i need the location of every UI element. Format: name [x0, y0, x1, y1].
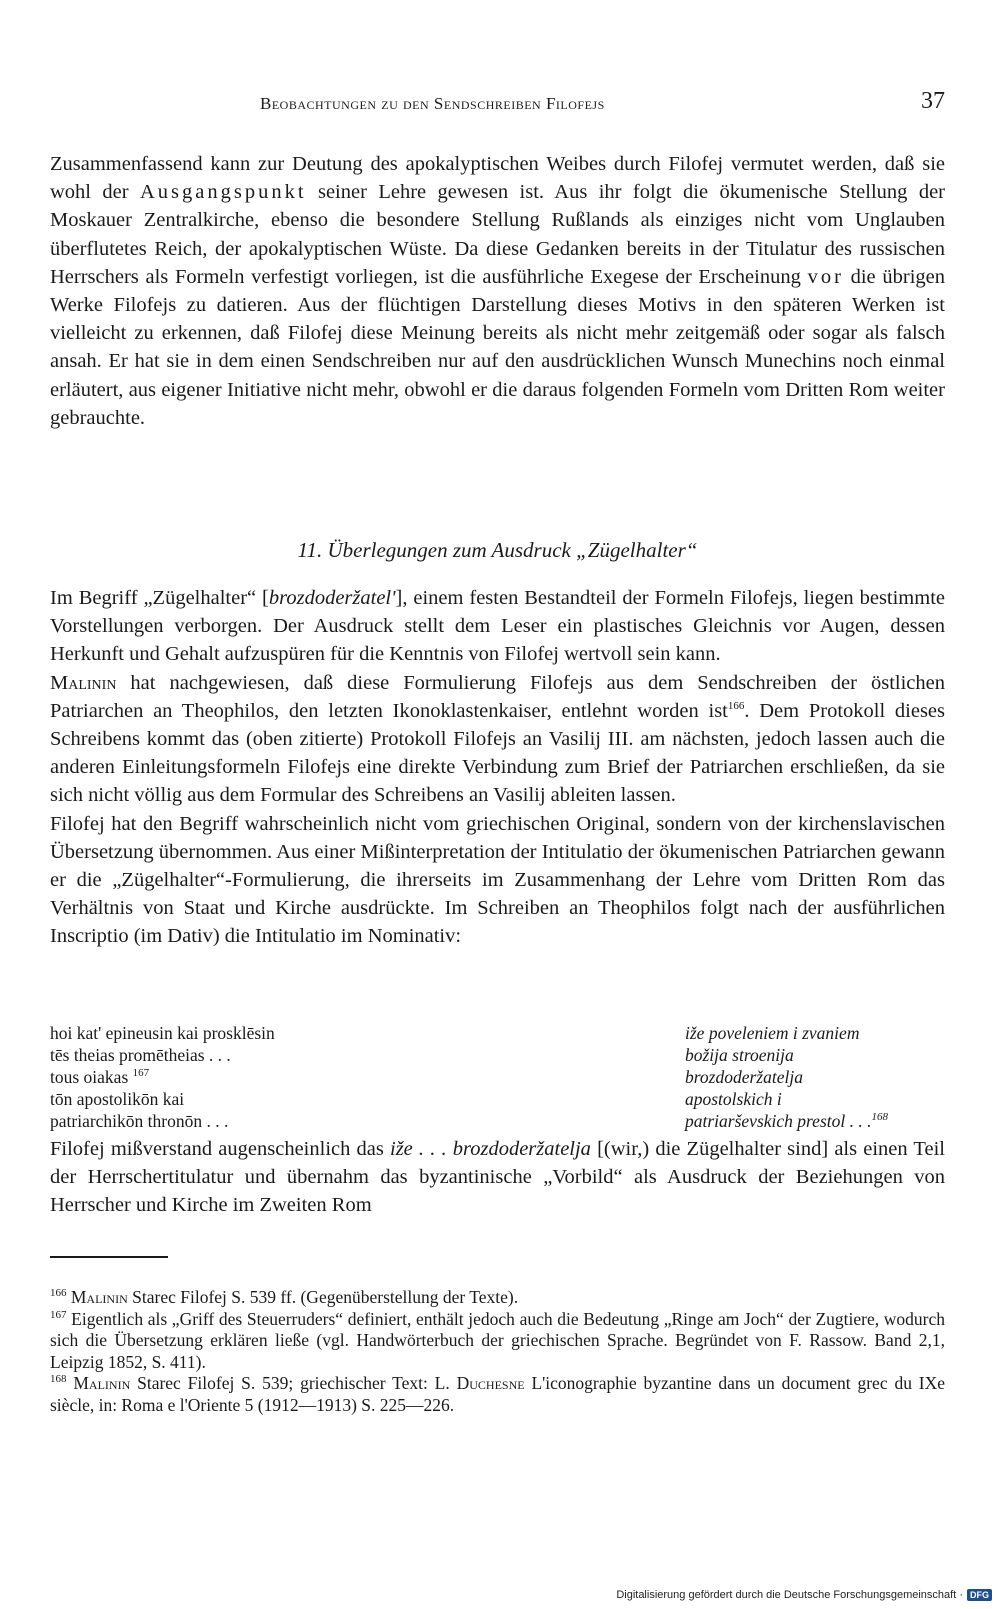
footnotes — [50, 1287, 945, 1416]
footnote-ref[interactable]: 167 — [132, 1067, 150, 1080]
parallel-row — [50, 1066, 945, 1088]
text-run: hat nachgewiesen, daß diese Formulierung Filofejs aus dem Sendschreiben der östlichen Patriarchen an Theophilos, den letzten Ikonoklastenkaiser, entlehnt worden ist — [50, 671, 945, 722]
digitization-credit — [616, 1589, 992, 1601]
footnote-ref[interactable]: 168 — [871, 1111, 888, 1124]
text-run: ], einem festen Bestandteil der Formeln Filofejs, liegen bestimmte Vorstellungen verborgen. Der Ausdruck stellt dem Leser ein plastisches Gleichnis vor Augen, dessen Herkunft und Gehalt aufzuspüren für die Kenntnis von Filofej wertvoll sein kann. — [50, 587, 945, 666]
greek-text: hoi kat' epineusin kai prosklēsin — [50, 1023, 275, 1043]
parallel-row — [50, 1044, 945, 1066]
paragraph — [50, 810, 945, 951]
slavonic-text: apostolskich i — [685, 1089, 782, 1109]
intro-paragraph — [50, 150, 945, 432]
greek-text: tēs theias promētheias . . . — [50, 1045, 231, 1065]
footnote-text: Starec Filofej S. 539; griechischer Text: L. — [130, 1373, 457, 1393]
slavonic-text: brozdoderžatelja — [685, 1067, 803, 1087]
slavonic-text-cell — [685, 1110, 945, 1132]
paragraph — [50, 1135, 945, 1220]
text-run: Im Begriff „Zügelhalter“ [ — [50, 587, 269, 609]
emphasized-text: Ausgangspunkt — [140, 181, 307, 204]
text-run: Filofej hat den Begriff wahrscheinlich nicht vom griechischen Original, sondern von der kirchenslavischen Übersetzung übernommen. Aus einer Mißinterpretation der Intitulatio der ökumenischen Patriarchen gewann er die „Zügelhalter“-Formulierung, die ihrerseits im Zusammenhang der Lehre vom Dritten Rom das Verhältnis von Staat und Kirche ausdrückte. Im Schreiben an Theophilos folgt nach der ausführlichen Inscriptio (im Dativ) die Intitulatio im Nominativ: — [50, 812, 945, 948]
emphasized-text: vor — [807, 265, 844, 288]
footnote-166 — [50, 1287, 945, 1309]
credit-text: Digitalisierung gefördert durch die Deutsche Forschungsgemeinschaft · — [616, 1589, 963, 1601]
slavonic-text: božija stroenija — [685, 1045, 794, 1065]
footnote-number: 168 — [50, 1373, 67, 1386]
greek-text-cell — [50, 1066, 480, 1088]
greek-text: patriarchikōn thronōn . . . — [50, 1111, 229, 1131]
parallel-row — [50, 1022, 945, 1044]
continuation-paragraph — [50, 1135, 945, 1220]
running-head — [50, 88, 945, 122]
paragraph — [50, 584, 945, 669]
term-italic: brozdoderžatel' — [268, 587, 396, 609]
footnote-167 — [50, 1309, 945, 1374]
paragraph — [50, 150, 945, 432]
slavonic-text: iže poveleniem i zvaniem — [685, 1023, 860, 1043]
page-number: 37 — [921, 88, 945, 114]
running-title: Beobachtungen zu den Sendschreiben Filofejs — [260, 94, 605, 113]
author-name: Malinin — [70, 1287, 128, 1307]
parallel-text-block — [50, 1022, 945, 1132]
footnote-168 — [50, 1373, 945, 1416]
text-run: Zusammenfassend kann zur Deutung des apokalyptischen Weibes durch Filofej vermutet werden, daß sie wohl der — [50, 153, 945, 204]
parallel-row — [50, 1088, 945, 1110]
footnote-number: 167 — [50, 1308, 67, 1321]
text-run: [(wir,) die Zügelhalter sind] als einen Teil der Herrschertitulatur und übernahm das byzantinische „Vorbild“ als Ausdruck der Beziehungen von Herrscher und Kirche im Zweiten Rom — [50, 1138, 946, 1217]
section-heading: 11. Überlegungen zum Ausdruck „Zügelhalter“ — [297, 538, 698, 562]
slavonic-text: patriarševskich prestol . . . — [685, 1111, 872, 1131]
author-name: Malinin — [50, 671, 117, 694]
greek-text: tous oiakas — [50, 1067, 129, 1087]
footnote-text: Starec Filofej S. 539 ff. (Gegenüberstellung der Texte). — [127, 1287, 519, 1307]
text-run: . Dem Protokoll dieses Schreibens kommt das (oben zitierte) Protokoll Filofejs an Vasilij III. am nächsten, jedoch lassen auch die anderen Einleitungsformeln Filofejs eine direkte Verbindung zum Brief der Patriarchen erschließen, da sie sich nicht völlig aus dem Formular des Schreibens an Vasilij ableiten lassen. — [50, 699, 946, 807]
greek-text: tōn apostolikōn kai — [50, 1089, 185, 1109]
text-run: seiner Lehre gewesen ist. Aus ihr folgt die ökumenische Stellung der Moskauer Zentralkirche, ebenso die besondere Stellung Rußlands als einziges nicht vom Unglauben überflutetes Reich, der apokalyptischen Wüste. Da diese Gedanken bereits in der Titulatur des russischen Herrschers als Formeln verfestigt vorliegen, ist die ausführliche Exegese der Erscheinung — [50, 181, 945, 288]
term-italic: iže . . . brozdoderžatelja — [390, 1138, 591, 1160]
author-name: Duchesne — [456, 1373, 525, 1393]
text-run: Filofej mißverstand augenscheinlich das — [50, 1138, 390, 1160]
parallel-row — [50, 1110, 945, 1132]
footnote-number: 166 — [50, 1287, 67, 1300]
text-run: die übrigen Werke Filofejs zu datieren. Aus der flüchtigen Darstellung dieses Motivs in den späteren Werken ist vielleicht zu erkennen, daß Filofej diese Meinung bereits als nicht mehr zeitgemäß oder sogar als falsch ansah. Er hat sie in dem einen Sendschreiben nur auf den ausdrücklichen Wunsch Munechins noch einmal erläutert, aus eigener Initiative nicht mehr, obwohl er die daraus folgenden Formeln vom Dritten Rom weiter gebrauchte. — [50, 265, 945, 429]
dfg-logo: DFG — [967, 1589, 992, 1601]
section-body — [50, 584, 945, 951]
document-page — [50, 0, 945, 1609]
footnote-text: Eigentlich als „Griff des Steuerruders“ definiert, enthält jedoch auch die Bedeutung „Ringe am Joch“ der Zugtiere, wodurch sich die Übersetzung erklären ließe (vgl. Handwörterbuch der griechischen Sprache. Begründet von F. Rassow. Band 2,1, Leipzig 1852, S. 411). — [50, 1308, 945, 1372]
paragraph — [50, 669, 945, 810]
footnote-ref[interactable]: 166 — [727, 699, 745, 712]
footnote-divider — [50, 1256, 168, 1258]
footnote-text: L'iconographie byzantine dans un document grec du IXe siècle, in: Roma e l'Oriente 5 (1912—1913) S. 225—226. — [50, 1373, 946, 1415]
author-name: Malinin — [73, 1373, 131, 1393]
